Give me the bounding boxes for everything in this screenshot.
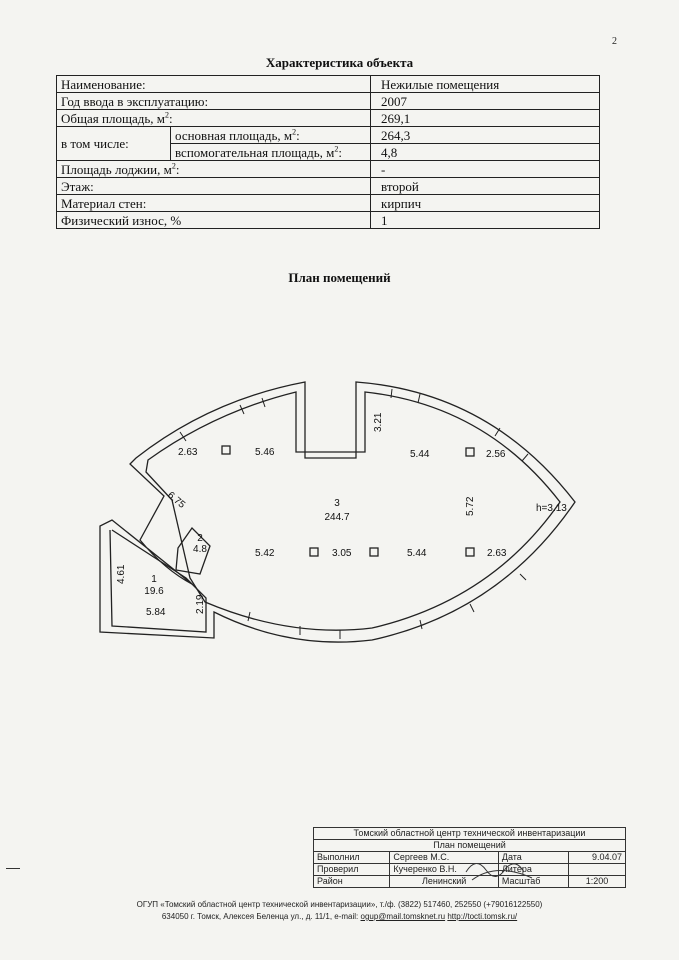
windows-top — [180, 389, 528, 461]
dim-label: 4.61 — [116, 564, 127, 584]
dim-label: 2.19 — [195, 594, 206, 614]
year-value: 2007 — [371, 93, 600, 110]
table-row — [57, 76, 600, 93]
dim-label: 5.84 — [146, 607, 166, 618]
floor-plan — [0, 360, 679, 660]
date-value: 9.04.07 — [568, 852, 625, 864]
dim-label: 5.42 — [255, 548, 275, 559]
footer-line-1: ОГУП «Томский областной центр технической инвентаризации», т./ф. (3822) 517460, 252550 (+79016122550) — [136, 900, 543, 909]
table-row — [57, 110, 600, 127]
windows-bottom — [248, 574, 526, 639]
column — [466, 548, 474, 556]
litera-value — [568, 864, 625, 876]
room-number: 3 — [334, 498, 340, 509]
scale-value: 1:200 — [568, 876, 625, 888]
table-row — [57, 178, 600, 195]
main-area-cell: основная площадь, $м^2$: — [171, 127, 371, 144]
wear-value: 1 — [371, 212, 600, 229]
stamp-doc: План помещений — [314, 840, 626, 852]
year-label: Год ввода в эксплуатацию: — [57, 93, 371, 110]
signature-scribble — [462, 850, 542, 890]
aux-area-value: 4,8 — [371, 144, 600, 161]
footer-url-link[interactable]: http://tocti.tomsk.ru/ — [447, 912, 518, 921]
column — [370, 548, 378, 556]
stamp-org: Томский областной центр технической инвентаризации — [314, 828, 626, 840]
performed-label: Выполнил — [314, 852, 390, 864]
total-area-cell: Общая площадь, $м^2$: — [57, 110, 371, 127]
page-number: 2 — [612, 36, 617, 47]
dim-label: 3.05 — [332, 548, 352, 559]
room-number: 2 — [197, 533, 203, 544]
total-area-label: Общая площадь, м — [61, 110, 166, 126]
dim-label: 6.75 — [165, 489, 188, 511]
column — [222, 446, 230, 454]
margin-mark — [6, 868, 20, 869]
performed-name: Сергеев М.С. — [390, 852, 498, 864]
main-area-value: 264,3 — [371, 127, 600, 144]
including-label: в том числе: — [57, 127, 171, 161]
characteristics-table — [56, 75, 600, 229]
square-superscript: 2 — [292, 127, 297, 137]
dim-label: 5.72 — [465, 496, 476, 516]
floor-value: второй — [371, 178, 600, 195]
table-row — [57, 127, 600, 144]
column — [466, 448, 474, 456]
aux-area-label: вспомогательная площадь, м — [175, 144, 335, 160]
main-area-label: основная площадь, м — [175, 127, 293, 143]
room-area: 4.8 — [193, 544, 207, 555]
room-area: 244.7 — [324, 512, 350, 523]
dim-label: 3.21 — [373, 412, 384, 432]
table-row — [57, 161, 600, 178]
table-row — [57, 93, 600, 110]
inner-wall — [146, 392, 560, 630]
table-row — [314, 828, 626, 840]
date-label: Дата — [498, 852, 568, 864]
name-value: Нежилые помещения — [371, 76, 600, 93]
district-label: Район — [314, 876, 390, 888]
wall-value: кирпич — [371, 195, 600, 212]
dim-label: 2.63 — [487, 548, 507, 559]
dim-label: 5.44 — [410, 449, 430, 460]
loggia-cell: Площадь лоджии, $м^2$: — [57, 161, 371, 178]
table-row — [57, 195, 600, 212]
footer-line-2 — [0, 912, 679, 921]
dim-label: 5.44 — [407, 548, 427, 559]
footer-address: 634050 г. Томск, Алексея Беленца ул., д. 11/1, e-mail: — [161, 912, 361, 921]
ceiling-height: h=3.13 — [536, 503, 567, 514]
loggia-value: - — [371, 161, 600, 178]
square-superscript: 2 — [165, 110, 170, 120]
room-number: 1 — [151, 574, 157, 585]
litera-label: Литера — [498, 864, 568, 876]
table-row — [57, 212, 600, 229]
total-area-value: 269,1 — [371, 110, 600, 127]
wall-label: Материал стен: — [57, 195, 371, 212]
dim-label: 5.46 — [255, 447, 275, 458]
column — [310, 548, 318, 556]
dim-label: 2.63 — [178, 447, 198, 458]
footer-email-link[interactable]: ogup@mail.tomsknet.ru — [360, 912, 446, 921]
checked-label: Проверил — [314, 864, 390, 876]
floor-label: Этаж: — [57, 178, 371, 195]
checked-name: Кучеренко В.Н. — [390, 864, 498, 876]
wear-label: Физический износ, % — [57, 212, 371, 229]
section-title: Характеристика объекта — [265, 55, 414, 70]
plan-title: План помещений — [288, 270, 391, 285]
aux-area-cell: вспомогательная площадь, $м^2$: — [171, 144, 371, 161]
district-value: Ленинский — [390, 876, 498, 888]
scale-label: Масштаб — [498, 876, 568, 888]
square-superscript: 2 — [334, 144, 339, 154]
room-area: 19.6 — [144, 586, 164, 597]
name-label: Наименование: — [57, 76, 371, 93]
square-superscript: 2 — [171, 161, 176, 171]
dim-label: 2.56 — [486, 449, 506, 460]
loggia-label: Площадь лоджии, м — [61, 161, 172, 177]
